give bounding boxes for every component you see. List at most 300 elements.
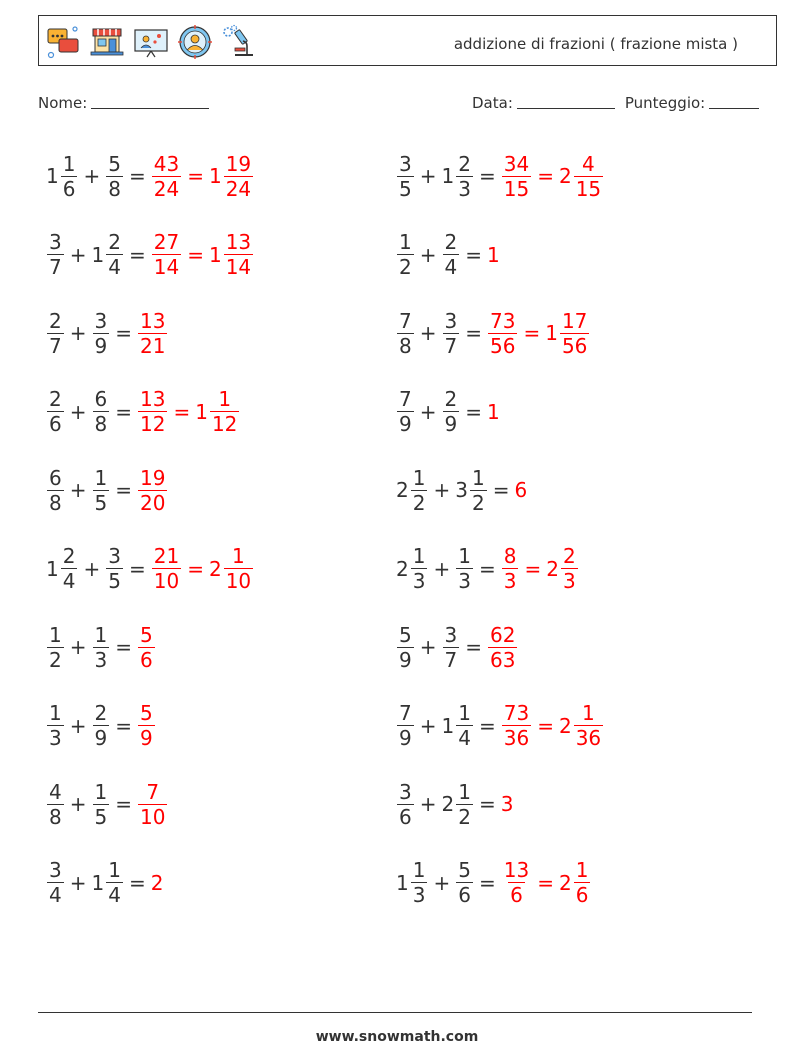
answer-improper [137,623,156,672]
numerator: 1 [94,622,108,647]
answer-improper [137,780,168,829]
numerator: 3 [108,544,121,568]
first-term-fraction [47,387,64,436]
equals-sign: = [115,478,132,502]
second-term-fraction [443,309,460,358]
first-term [46,230,65,279]
answer-mixed-fraction [574,858,591,907]
numerator: 3 [399,779,412,804]
second-term-fraction [106,544,123,593]
denominator: 3 [412,569,426,593]
second-term [92,701,111,750]
equals-sign: = [115,713,132,738]
answer-mixed-fraction [561,544,578,593]
denominator: 10 [225,569,252,593]
denominator: 5 [399,176,412,201]
numerator: 5 [458,858,471,882]
plus-sign: + [69,478,87,502]
worksheet-title: addizione di frazioni ( frazione mista ) [453,35,738,53]
problem-item [396,460,528,520]
denominator: 4 [444,255,458,279]
numerator: 2 [444,230,458,254]
answer-improper [137,466,168,515]
second-term-fraction [456,701,473,750]
denominator: 2 [399,255,412,279]
problem-item [46,146,254,206]
equals-sign: = [465,321,482,345]
answer [151,230,254,279]
first-term [396,387,415,436]
answer-improper-fraction [502,701,531,750]
numerator: 1 [62,151,76,176]
denominator: 2 [49,647,62,672]
date-score-fields [472,94,759,112]
answer-equals-sign: = [187,164,204,188]
second-term [92,466,111,515]
plus-sign: + [433,870,451,895]
denominator: 36 [503,726,530,750]
denominator: 56 [490,333,516,358]
answer-improper [501,152,532,201]
second-term-fraction [93,387,110,436]
second-term [92,230,124,279]
answer-mixed-whole: 1 [208,242,222,267]
denominator: 12 [211,412,238,436]
numerator: 6 [94,387,108,411]
denominator: 4 [108,255,121,279]
numerator: 1 [108,858,121,882]
equals-sign: = [128,242,146,267]
problem-item [396,696,604,756]
first-term [396,544,428,593]
first-term-fraction [397,387,414,436]
second-term [442,152,474,201]
denominator: 21 [140,333,166,358]
numerator: 1 [218,387,232,411]
numerator: 3 [94,308,108,333]
answer-improper-whole: 1 [487,399,500,424]
answer [487,623,518,672]
answer-improper-fraction [152,230,181,279]
first-term-fraction [411,858,428,907]
answer-improper [501,858,532,907]
second-term-whole: 1 [441,164,455,188]
presentation-board-icon [133,24,169,60]
date-blank [517,94,615,109]
answer [137,309,168,358]
first-term [46,152,78,201]
numerator: 3 [444,308,458,333]
answer [137,387,240,436]
numerator: 1 [582,701,595,725]
second-term-fraction [456,858,473,907]
second-term-whole: 2 [441,792,455,816]
equals-sign: = [478,870,496,895]
answer-improper-whole: 6 [514,478,528,502]
numerator: 1 [94,465,108,490]
answer [501,858,592,907]
answer-improper-whole: 2 [150,870,164,895]
numerator: 7 [399,701,412,725]
first-term [396,623,415,672]
numerator: 2 [94,701,108,725]
denominator: 3 [94,647,108,672]
denominator: 14 [153,255,180,279]
denominator: 56 [561,333,588,358]
equals-sign: = [478,164,496,188]
answer-mixed-fraction [224,152,253,201]
denominator: 7 [49,255,62,279]
first-term-fraction [47,466,64,515]
numerator: 1 [458,779,471,804]
numerator: 34 [503,151,530,176]
answer-improper-fraction [488,623,517,672]
answer-improper-fraction [138,387,167,436]
numerator: 17 [561,308,588,333]
plus-sign: + [69,713,87,738]
answer-equals-sign: = [537,713,554,738]
denominator: 7 [444,333,458,358]
second-term-fraction [443,623,460,672]
answer-equals-sign: = [524,556,542,581]
first-term [46,466,65,515]
first-term [396,701,415,750]
numerator: 19 [140,465,166,490]
plus-sign: + [69,399,87,424]
problem-item [46,225,254,285]
second-term [442,230,461,279]
microscope-icon [221,24,257,60]
denominator: 6 [458,883,471,907]
second-term-whole: 1 [91,870,105,895]
first-term [46,309,65,358]
plus-sign: + [419,321,437,345]
answer [501,792,515,816]
denominator: 9 [399,412,412,436]
first-term [46,544,78,593]
problem-item [46,774,168,834]
answer-equals-sign: = [187,556,204,581]
denominator: 8 [49,804,62,829]
denominator: 9 [140,726,153,750]
numerator: 6 [49,465,62,490]
second-term-fraction [470,466,487,515]
denominator: 6 [510,883,523,907]
answer-mixed-whole: 2 [546,556,559,581]
answer-improper [151,230,182,279]
second-term-whole: 3 [455,478,468,502]
answer-equals-sign: = [187,242,204,267]
name-label: Nome: [38,94,88,112]
denominator: 20 [140,490,166,515]
answer-improper-fraction [502,544,519,593]
denominator: 2 [412,490,426,515]
answer-improper [151,871,165,895]
numerator: 1 [458,701,471,725]
answer [487,243,501,267]
numerator: 19 [225,151,252,176]
answer-mixed-whole: 1 [545,321,558,345]
numerator: 1 [412,858,426,882]
second-term-fraction [93,623,110,672]
numerator: 5 [108,151,121,176]
denominator: 24 [225,176,252,201]
problem-item [396,774,514,834]
problem-item [396,539,579,599]
second-term-fraction [456,544,473,593]
answer-improper [487,309,518,358]
answer-improper [514,478,528,502]
answer-mixed [559,701,604,750]
first-term-fraction [397,152,414,201]
answer-mixed-fraction [574,152,603,201]
first-term-fraction [397,780,414,829]
answer [137,780,168,829]
answer-improper-fraction [502,152,531,201]
numerator: 13 [225,230,252,254]
denominator: 8 [399,333,412,358]
answer-equals-sign: = [537,870,554,895]
second-term-fraction [443,230,460,279]
denominator: 3 [562,569,576,593]
answer-mixed-whole: 1 [195,399,208,424]
answer-mixed [209,152,254,201]
first-term-fraction [61,152,78,201]
numerator: 2 [49,308,62,333]
problem-item [396,382,501,442]
plus-sign: + [433,556,451,581]
second-term [92,387,111,436]
answer [151,152,254,201]
plus-sign: + [433,478,451,502]
problem-item [46,382,240,442]
denominator: 6 [49,412,62,436]
numerator: 8 [503,544,517,568]
equals-sign: = [115,792,132,816]
numerator: 1 [399,230,412,254]
problem-item [46,539,254,599]
answer [501,152,604,201]
first-term [46,858,65,907]
first-term-whole: 1 [46,164,59,188]
answer [137,466,168,515]
denominator: 14 [225,255,252,279]
denominator: 12 [140,412,166,436]
answer-equals-sign: = [173,399,191,424]
first-term-fraction [47,858,64,907]
answer-improper [501,701,532,750]
answer-mixed-whole: 2 [558,870,572,895]
answer-improper [137,309,168,358]
numerator: 7 [146,779,160,804]
numerator: 7 [399,308,412,333]
answer-improper [137,387,168,436]
equals-sign: = [465,635,482,659]
numerator: 1 [49,701,62,725]
equals-sign: = [465,242,482,267]
problem-item [46,696,156,756]
equals-sign: = [115,321,132,345]
score-blank [709,94,759,109]
first-term [396,780,415,829]
denominator: 2 [458,804,471,829]
header-icons [45,24,257,60]
second-term [92,858,124,907]
plus-sign: + [419,399,437,424]
denominator: 4 [49,883,62,907]
denominator: 4 [458,726,471,750]
first-term-fraction [397,309,414,358]
answer-improper [487,243,501,267]
numerator: 1 [49,622,62,647]
answer-mixed-whole: 2 [558,713,572,738]
second-term [455,858,474,907]
first-term-fraction [397,701,414,750]
second-term [455,466,487,515]
first-term-fraction [47,230,64,279]
answer [137,623,156,672]
denominator: 9 [94,333,108,358]
denominator: 7 [49,333,62,358]
second-term [92,623,111,672]
problem-item [46,617,156,677]
first-term-whole: 2 [396,478,409,502]
numerator: 4 [582,151,595,176]
numerator: 1 [458,544,471,568]
denominator: 10 [140,804,166,829]
denominator: 7 [444,647,458,672]
answer-mixed-fraction [224,544,253,593]
name-blank [91,94,209,109]
answer-mixed-whole: 2 [558,164,572,188]
numerator: 43 [153,151,180,176]
first-term [396,230,415,279]
user-target-icon [177,24,213,60]
first-term-fraction [47,701,64,750]
plus-sign: + [69,792,87,816]
denominator: 24 [153,176,180,201]
answer-mixed [545,309,590,358]
denominator: 3 [458,176,471,201]
footer-url: www.snowmath.com [315,1029,479,1045]
answer-mixed-fraction [574,701,603,750]
answer-equals-sign: = [523,321,541,345]
first-term-fraction [47,309,64,358]
answer-improper-fraction [152,152,181,201]
problem-item [396,225,501,285]
denominator: 8 [49,490,62,515]
plus-sign: + [419,792,437,816]
answer [501,544,579,593]
second-term [92,780,111,829]
worksheet-header [38,15,777,66]
answer [487,400,501,424]
denominator: 36 [575,726,602,750]
denominator: 6 [62,176,76,201]
second-term-whole: 1 [91,242,105,267]
numerator: 1 [575,858,589,882]
first-term [46,387,65,436]
denominator: 4 [108,883,121,907]
numerator: 3 [49,230,62,254]
numerator: 3 [49,858,62,882]
answer [487,309,590,358]
second-term-fraction [443,387,460,436]
answer-improper [487,400,501,424]
denominator: 2 [471,490,485,515]
answer-mixed [195,387,240,436]
numerator: 21 [153,544,180,568]
numerator: 1 [94,779,108,804]
numerator: 1 [232,544,245,568]
second-term-fraction [456,780,473,829]
denominator: 5 [94,490,108,515]
name-field [38,94,209,112]
numerator: 1 [471,465,485,490]
numerator: 2 [62,544,76,568]
denominator: 6 [140,647,153,672]
answer-improper-fraction [138,466,167,515]
score-label: Punteggio: [624,94,706,112]
equals-sign: = [492,478,510,502]
numerator: 1 [412,465,426,490]
first-term [46,623,65,672]
equals-sign: = [478,792,496,816]
denominator: 6 [575,883,589,907]
problem-item [46,853,164,913]
problem-item [46,303,168,363]
answer-improper-fraction [138,309,167,358]
numerator: 4 [49,779,62,804]
second-term [455,544,474,593]
first-term-fraction [61,544,78,593]
denominator: 3 [503,569,517,593]
answer-mixed-fraction [224,230,253,279]
chat-bubbles-icon [45,24,81,60]
first-term [396,309,415,358]
answer-mixed-fraction [560,309,589,358]
answer-mixed-whole: 2 [208,556,222,581]
denominator: 8 [108,176,121,201]
numerator: 2 [108,230,121,254]
problem-item [46,460,168,520]
denominator: 63 [490,647,516,672]
answer-mixed-fraction [210,387,239,436]
numerator: 7 [399,387,412,411]
answer [151,544,254,593]
second-term-fraction [93,701,110,750]
numerator: 27 [153,230,180,254]
storefront-icon [89,24,125,60]
answer-improper [151,152,182,201]
equals-sign: = [128,556,146,581]
answer-mixed-whole: 1 [208,164,222,188]
answer-improper-fraction [502,858,531,907]
first-term [396,466,428,515]
denominator: 9 [399,647,412,672]
problem-item [396,146,604,206]
second-term [442,309,461,358]
denominator: 9 [94,726,108,750]
denominator: 4 [62,569,76,593]
second-term [442,387,461,436]
first-term [396,858,428,907]
numerator: 3 [444,622,458,647]
equals-sign: = [478,713,496,738]
denominator: 3 [49,726,62,750]
denominator: 3 [412,883,426,907]
problem-item [396,617,518,677]
